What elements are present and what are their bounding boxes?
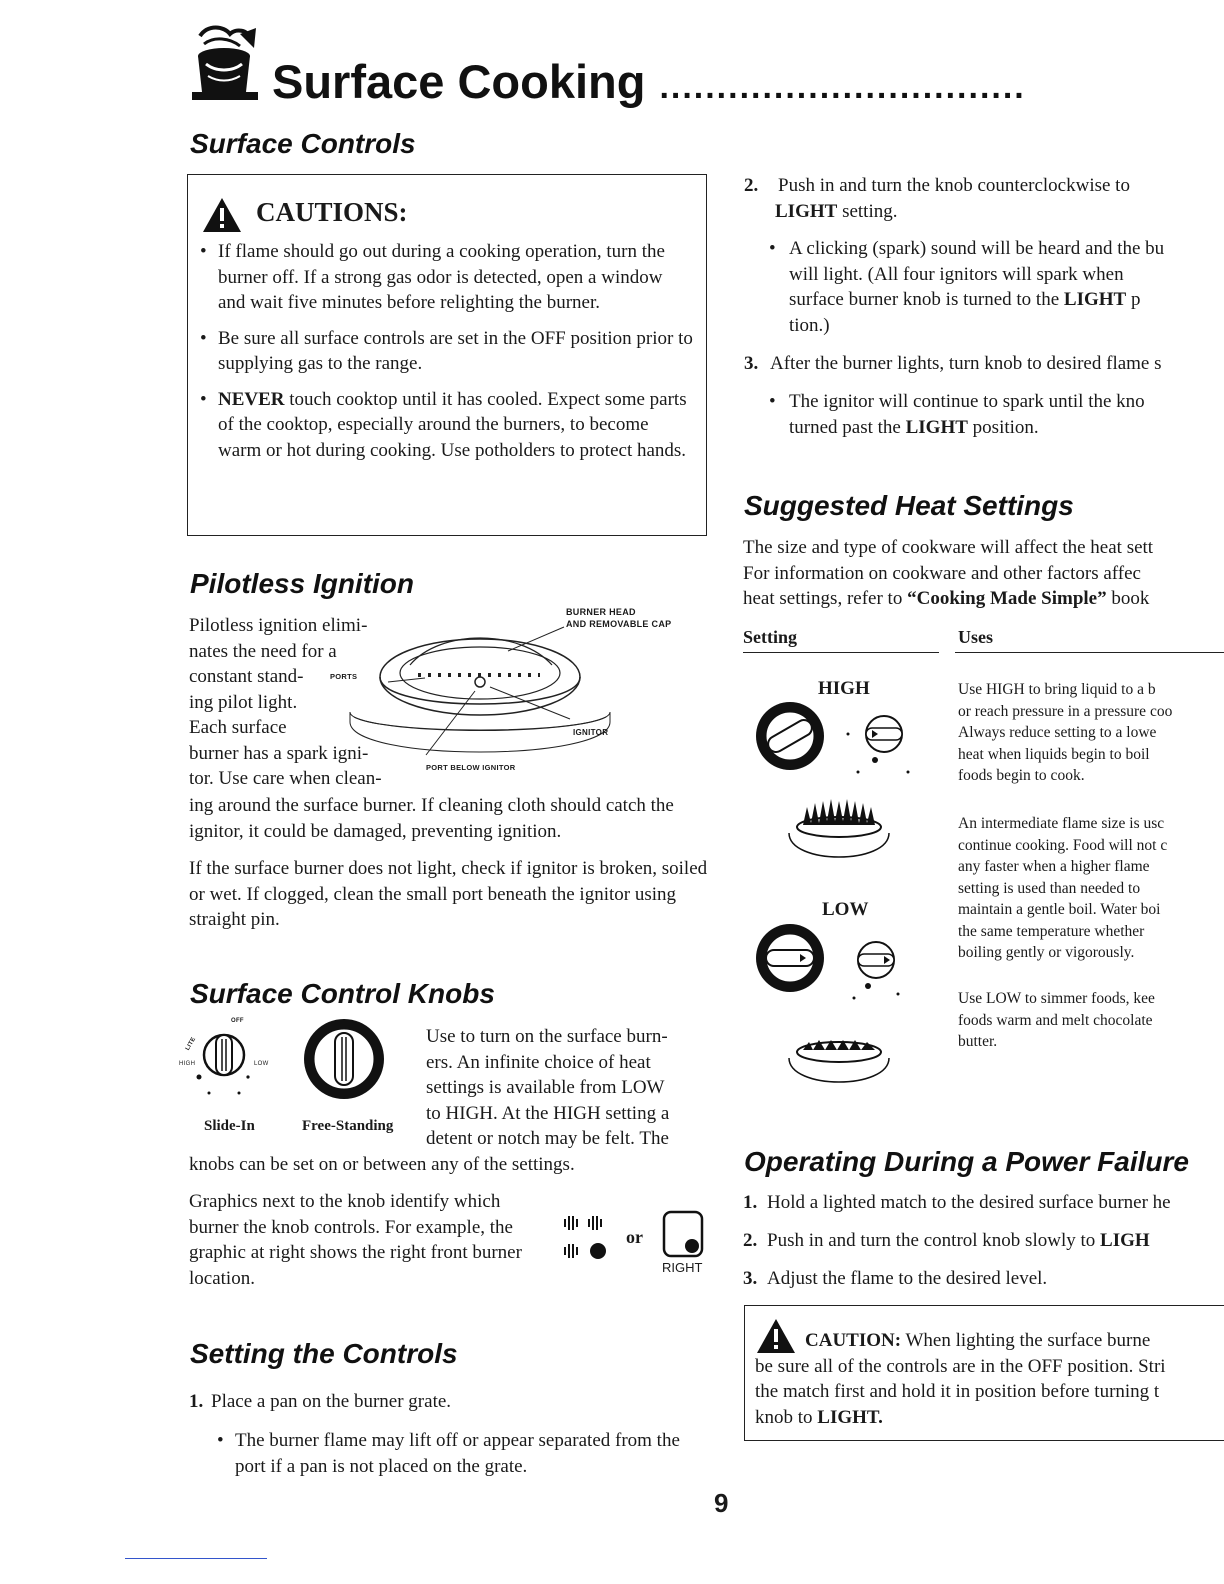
- low-knob-illustration: [748, 920, 938, 1020]
- cautions-list: [188, 239, 693, 473]
- power-caution-box: [744, 1305, 1224, 1441]
- setting-step-1-bullets: [205, 1428, 715, 1489]
- high-uses: Use HIGH to bring liquid to a b or reach pressure in a pressure coo Always reduce setting to a lowe heat when liquids begin to boil foods begin to cook.: [958, 681, 1173, 784]
- caution-item: • NEVER touch cooktop until it has cooled. Expect some parts of the cooktop, especially around the burners, to become warm or hot during cooking. Use potholders to protect hands.: [188, 387, 693, 464]
- col-header-uses: Uses: [958, 627, 993, 647]
- right-front-burner-icon: [660, 1210, 706, 1265]
- power-caution-text: CAUTION: When lighting the surface burne be sure all of the controls are in the OFF position. Stri the match first and hold it in position before turning t knob to LIGHT.: [755, 1330, 1166, 1428]
- setting-bullet: • The burner flame may lift off or appear separated from the port if a pan is not placed on the grate.: [205, 1428, 715, 1479]
- heat-label-high: HIGH: [818, 678, 870, 699]
- label-right: RIGHT: [662, 1260, 703, 1275]
- section-title-power-failure: Operating During a Power Failure: [744, 1146, 1189, 1177]
- step-2: 2. Push in and turn the knob counterclockwise to LIGHT setting.: [744, 175, 1130, 222]
- or-label: or: [626, 1227, 643, 1247]
- label-ports: PORTS: [330, 672, 358, 681]
- low-flame-burner: [785, 1020, 895, 1095]
- label-free-standing: Free-Standing: [302, 1118, 394, 1134]
- header-cooking-icon: [190, 22, 260, 102]
- caution-item: • Be sure all surface controls are set in the OFF position prior to supplying gas to the range.: [188, 326, 693, 377]
- section-title-surface-control-knobs: Surface Control Knobs: [190, 978, 495, 1009]
- setting-step-1: 1. Place a pan on the burner grate.: [189, 1391, 452, 1412]
- knobs-intro: Use to turn on the surface burn- ers. An infinite choice of heat settings is available from LOW to HIGH. At the HIGH setting a detent or notch may be felt. The: [426, 1026, 670, 1149]
- burner-location-graphic: [560, 1213, 620, 1263]
- page-number: 9: [714, 1488, 729, 1518]
- pilotless-paragraph-2: If the surface burner does not light, check if ignitor is broken, soiled or wet. If clogged, clean the small port beneath the ignitor using straight pin.: [189, 858, 708, 930]
- section-title-pilotless-ignition: Pilotless Ignition: [190, 568, 415, 599]
- cautions-heading: CAUTIONS:: [256, 197, 408, 227]
- section-title-heat-settings: Suggested Heat Settings: [744, 490, 1074, 521]
- section-title-surface-controls: Surface Controls: [190, 128, 416, 159]
- col-header-rule: [955, 652, 1224, 653]
- graphics-paragraph: Graphics next to the knob identify which burner the knob controls. For example, the graphic at right shows the right front burner location.: [189, 1191, 522, 1289]
- burner-diagram: [330, 605, 710, 780]
- warning-icon: [202, 197, 242, 238]
- high-flame-burner: [785, 795, 895, 870]
- cautions-box: [187, 174, 707, 536]
- power-step-2: 2. Push in and turn the control knob slowly to LIGH: [743, 1230, 1150, 1251]
- power-step-3: 3. Adjust the flame to the desired level.: [743, 1268, 1048, 1289]
- low-uses: Use LOW to simmer foods, kee foods warm and melt chocolate butter.: [958, 990, 1155, 1050]
- label-ignitor: IGNITOR: [573, 728, 609, 737]
- knob-label-off: OFF: [231, 1018, 244, 1024]
- label-slide-in: Slide-In: [204, 1118, 255, 1134]
- knob-label-lite: LITE: [184, 1036, 198, 1052]
- page-title: Surface Cooking ................................: [272, 55, 1026, 108]
- power-step-1: 1. Hold a lighted match to the desired surface burner he: [743, 1192, 1171, 1213]
- label-port-below-ignitor: PORT BELOW IGNITOR: [426, 763, 516, 772]
- pilotless-continued: ing around the surface burner. If cleaning cloth should catch the ignitor, it could be damaged, preventing ignition.: [189, 795, 674, 842]
- heat-label-low: LOW: [822, 899, 869, 920]
- heat-intro: The size and type of cookware will affect the heat sett For information on cookware and other factors affec heat settings, refer to “Cooking Made Simple” book: [743, 537, 1154, 609]
- step-3: 3. After the burner lights, turn knob to desired flame s: [744, 353, 1162, 374]
- col-header-rule: [743, 652, 939, 653]
- footer-rule: [125, 1558, 267, 1559]
- col-header-setting: Setting: [743, 627, 797, 647]
- knob-label-high: HIGH: [179, 1061, 196, 1067]
- knob-label-low: LOW: [254, 1061, 269, 1067]
- label-removable-cap: AND REMOVABLE CAP: [566, 619, 672, 629]
- title-leader-dots: ................................: [659, 68, 1026, 106]
- knob-illustrations: [176, 1015, 426, 1125]
- caution-item: • If flame should go out during a cooking operation, turn the burner off. If a strong gas odor is detected, open a window and wait five minutes before relighting the burner.: [188, 239, 693, 316]
- step-2-bullet: • A clicking (spark) sound will be heard and the bu will light. (All four ignitors will spark when surface burner knob is turned to the LIGHT p tion.): [769, 238, 1165, 336]
- knobs-continued: knobs can be set on or between any of the settings.: [189, 1154, 575, 1175]
- step-3-bullet: • The ignitor will continue to spark until the kno turned past the LIGHT position.: [769, 391, 1145, 438]
- section-title-setting-controls: Setting the Controls: [190, 1338, 458, 1369]
- label-burner-head: BURNER HEAD: [566, 607, 636, 617]
- pilotless-intro: Pilotless ignition elimi- nates the need for a constant stand- ing pilot light. Each surface burner has a spark igni- tor. Use care when clean-: [189, 615, 382, 789]
- intermediate-uses: An intermediate flame size is usc continue cooking. Food will not c any faster when a higher flame setting is used than needed to maintain a gentle boil. Water boi the same temperature whether boiling gently or vigorously.: [958, 815, 1168, 961]
- high-knob-illustration: [748, 698, 938, 798]
